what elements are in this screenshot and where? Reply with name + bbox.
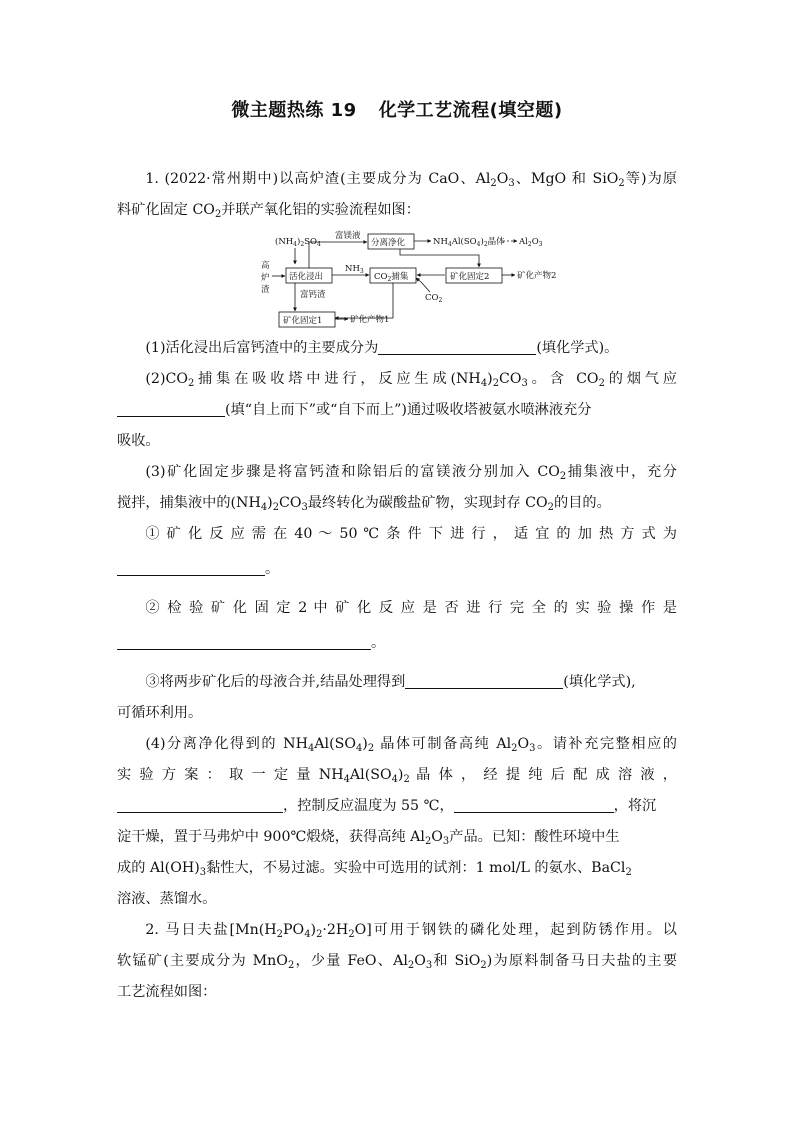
q1-part-4-line1: (4)分离净化得到的 $NH_4Al(SO_4)_2$ 晶体可制备高纯 $Al_2O_3$。请补充完整相应的 (145, 736, 677, 754)
q2-line2: 软锰矿(主要成分为 MnO$_2$，少量 FeO、$Al_2O_3$和 SiO$_2$)为原料制备马日夫盐的主要 (117, 953, 678, 971)
title-part-1: 微主题热练 19 (231, 100, 357, 121)
box-mineralization-2-label: 矿化固定2 (450, 272, 490, 282)
answer-blank-4[interactable] (117, 631, 371, 650)
co2-input-label: $CO_2$ (425, 293, 443, 304)
q1-part-4-line5: 成的 $Al(OH)_3$黏性大，不易过滤。实验中可选用的试剂：1 mol/L 的氨水、BaCl$_2$ (117, 860, 632, 878)
slag-char-2: 炉 (261, 273, 270, 283)
box-co2-capture-label: $CO_2$捕集 (374, 272, 409, 283)
q1-intro (117, 164, 677, 226)
ca-residue-label: 富钙渣 (300, 290, 326, 300)
q2-line3: 工艺流程如图： (117, 984, 217, 1000)
q1-part-4-line2: 实 验 方 案 ： 取 一 定 量 $NH_4Al(SO_4)_2$ 晶 体 ， 经 提 纯 后 配 成 溶 液 ， (117, 767, 677, 785)
q1-part-3-2-line2: 。 (117, 628, 677, 659)
q1-part-3-line2: 搅拌，捕集液中的$(NH_4)_2CO_3$最终转化为碳酸盐矿物，实现封存 $CO_2$的目的。 (117, 495, 611, 513)
page-title (0, 96, 794, 122)
mg-liquor-label: 富镁液 (335, 231, 361, 241)
q2-line1: 2. 马日夫盐$[Mn(H_2PO_4)_2\cdot 2H_2O]$可用于钢铁的磷化处理，起到防锈作用。以 (145, 922, 677, 940)
product-1-label: 矿化产物1 (350, 315, 390, 325)
crystal-label: $NH_4Al(SO_4)_2$晶体 (433, 237, 505, 248)
answer-blank-7[interactable] (454, 794, 614, 813)
answer-blank-3[interactable] (117, 557, 265, 576)
q1-part-3-1-line1: ① 矿 化 反 应 需 在 40 ～ 50 ℃ 条 件 下 进 行 ， 适 宜 的 加 热 方 式 为 (145, 526, 677, 542)
box-activation-leach-label: 活化浸出 (289, 272, 324, 282)
q1-part-1: (1)活化浸出后富钙渣中的主要成分为 (填化学式)。 (117, 333, 677, 364)
reagent-label: $(NH_4)_2SO_4$ (275, 237, 321, 248)
q1-part-3-2-line1: ② 检 验 矿 化 固 定 2 中 矿 化 反 应 是 否 进 行 完 全 的 实 验 操 作 是 (145, 600, 677, 616)
q1-part-3-1-line2: 。 (117, 554, 677, 585)
ammonia-label: $NH_3$ (345, 264, 364, 275)
title-part-2: 化学工艺流程(填空题) (378, 100, 563, 121)
answer-blank-1[interactable] (378, 336, 536, 355)
q1-intro-line2: 料矿化固定 $CO_2$并联产氧化铝的实验流程如图： (117, 202, 420, 220)
box-separation-label: 分离净化 (371, 238, 406, 248)
q1-parts (117, 333, 677, 1008)
q1-part-4-line3: ，控制反应温度为 55 ℃， ，将沉 (117, 791, 677, 822)
answer-blank-5[interactable] (405, 670, 563, 689)
product-2-label: 矿化产物2 (517, 271, 557, 281)
q1-part-3-line1: (3)矿化固定步骤是将富钙渣和除铝后的富镁液分别加入 $CO_2$捕集液中，充分 (145, 464, 677, 482)
q1-part-2-line2: (填“自上而下”或“自下而上”)通过吸收塔被氨水喷淋液充分 (117, 395, 677, 426)
q1-part-2-line1: $(2)CO_2$捕集在吸收塔中进行，反应生成$(NH_4)_2CO_3$。含 $CO_2$的烟气应 (145, 371, 677, 389)
process-flow-diagram (255, 228, 575, 334)
q1-part-3-3-line1: ③将两步矿化后的母液合并,结晶处理得到 (填化学式), (117, 667, 677, 698)
box-mineralization-1-label: 矿化固定1 (283, 316, 323, 326)
q1-part-4-line6: 溶液、蒸馏水。 (117, 891, 217, 907)
q1-part-3-3-line2: 可循环利用。 (117, 705, 203, 721)
q1-part-4-line4: 淀干燥，置于马弗炉中 900℃煅烧，获得高纯 $Al_2O_3$产品。已知：酸性环境中生 (117, 829, 620, 847)
q1-part-2-line3: 吸收。 (117, 433, 160, 449)
slag-char-3: 渣 (261, 285, 270, 295)
answer-blank-2[interactable] (117, 398, 225, 417)
slag-char-1: 高 (261, 261, 270, 271)
answer-blank-6[interactable] (117, 794, 283, 813)
alumina-label: $Al_2O_3$ (519, 237, 543, 248)
q1-intro-line1: 1. (2022·常州期中)以高炉渣(主要成分为 CaO、$Al_2O_3$、MgO 和 SiO$_2$等)为原 (145, 171, 677, 189)
